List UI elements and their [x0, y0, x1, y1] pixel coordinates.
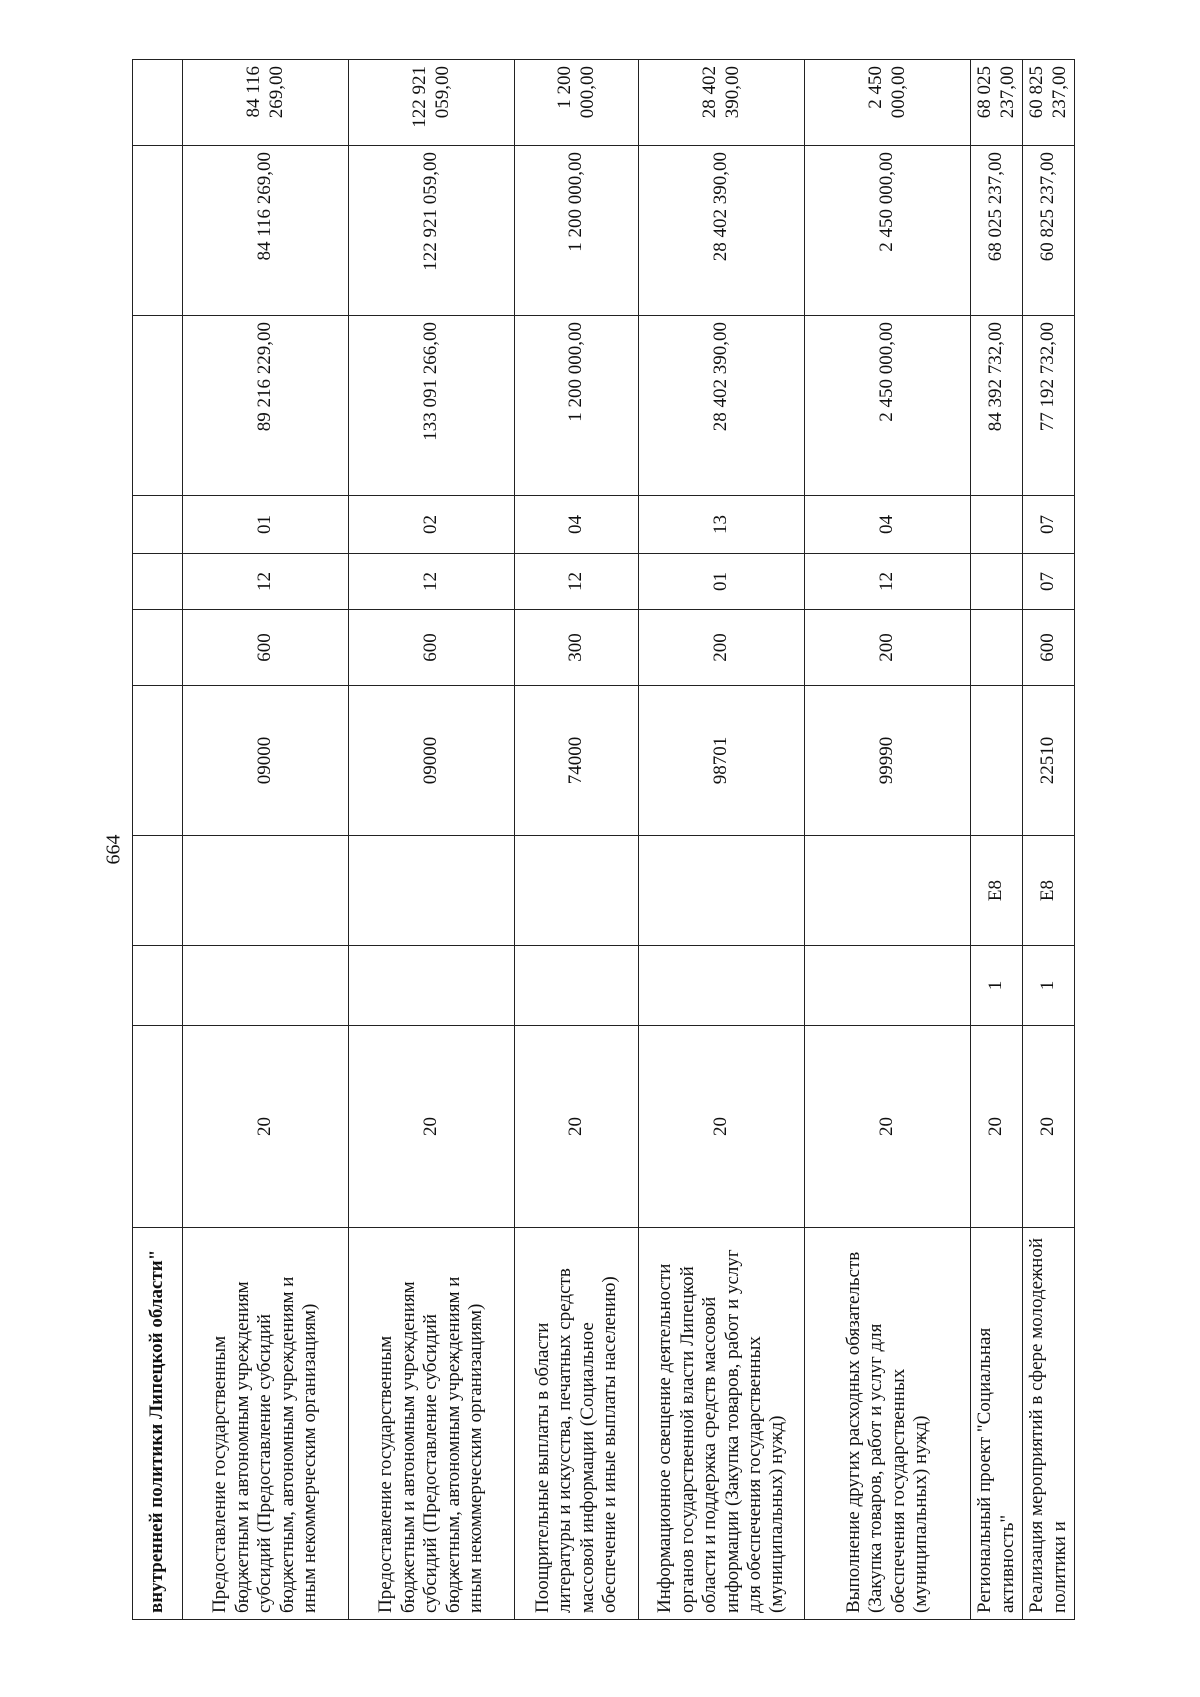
admin-code-cell: 20	[1023, 1026, 1075, 1228]
table-row	[1023, 60, 1075, 1620]
table-row	[515, 60, 639, 1620]
sum-year2-cell: 84 116 269,00	[183, 146, 349, 316]
table-row	[183, 60, 349, 1620]
subprogram-code-cell	[349, 836, 515, 946]
subprogram-code-cell	[805, 836, 971, 946]
subprogram-code-cell	[133, 836, 183, 946]
subsection-cell: 01	[183, 496, 349, 554]
program-code-cell: 1	[1023, 946, 1075, 1026]
target-code-cell: 09000	[183, 686, 349, 836]
row-name-cell: Предоставление государственным бюджетным и автономным учреждениям субсидий (Предоставление субсидий бюджетным, автономным учреждениям и иным некоммерческим организациям)	[183, 1228, 349, 1620]
program-code-cell	[183, 946, 349, 1026]
sum-year3-cell: 1 200 000,00	[515, 60, 639, 146]
sum-year1-cell: 89 216 229,00	[183, 316, 349, 496]
row-name-cell: Информационное освещение деятельности органов государственной власти Липецкой области и поддержка средств массовой информации (Закупка товаров, работ и услуг для обеспечения государственных (муниципальных) нужд)	[639, 1228, 805, 1620]
sum-year1-cell: 2 450 000,00	[805, 316, 971, 496]
subsection-cell	[971, 496, 1023, 554]
subprogram-code-cell	[183, 836, 349, 946]
row-name-cell: внутренней политики Липецкой области"	[133, 1228, 183, 1620]
sum-year2-cell: 122 921 059,00	[349, 146, 515, 316]
sum-year3-cell: 2 450 000,00	[805, 60, 971, 146]
expense-type-cell: 600	[1023, 610, 1075, 686]
page-number: 664	[102, 834, 125, 865]
subprogram-code-cell	[515, 836, 639, 946]
expense-type-cell	[133, 610, 183, 686]
expense-type-cell: 600	[183, 610, 349, 686]
program-code-cell	[515, 946, 639, 1026]
expense-type-cell: 300	[515, 610, 639, 686]
row-name-cell: Реализация мероприятий в сфере молодежной политики и	[1023, 1228, 1075, 1620]
admin-code-cell: 20	[515, 1026, 639, 1228]
row-name-cell: Выполнение других расходных обязательств (Закупка товаров, работ и услуг для обеспечения государственных (муниципальных) нужд)	[805, 1228, 971, 1620]
program-code-cell: 1	[971, 946, 1023, 1026]
admin-code-cell: 20	[639, 1026, 805, 1228]
sum-year3-cell: 122 921 059,00	[349, 60, 515, 146]
row-name-cell: Предоставление государственным бюджетным и автономным учреждениям субсидий (Предоставление субсидий бюджетным, автономным учреждениям и иным некоммерческим организациям)	[349, 1228, 515, 1620]
section-cell: 12	[805, 554, 971, 610]
program-code-cell	[805, 946, 971, 1026]
table-row	[971, 60, 1023, 1620]
target-code-cell: 98701	[639, 686, 805, 836]
section-cell: 12	[515, 554, 639, 610]
sum-year3-cell	[133, 60, 183, 146]
admin-code-cell: 20	[183, 1026, 349, 1228]
subprogram-code-cell	[639, 836, 805, 946]
admin-code-cell: 20	[805, 1026, 971, 1228]
section-cell: 12	[183, 554, 349, 610]
sum-year2-cell	[133, 146, 183, 316]
subsection-cell: 02	[349, 496, 515, 554]
sum-year2-cell: 28 402 390,00	[639, 146, 805, 316]
admin-code-cell	[133, 1026, 183, 1228]
sum-year3-cell: 68 025 237,00	[971, 60, 1023, 146]
expense-type-cell: 200	[639, 610, 805, 686]
section-cell: 01	[639, 554, 805, 610]
sum-year1-cell	[133, 316, 183, 496]
target-code-cell: 09000	[349, 686, 515, 836]
sum-year1-cell: 84 392 732,00	[971, 316, 1023, 496]
sum-year2-cell: 2 450 000,00	[805, 146, 971, 316]
sum-year2-cell: 1 200 000,00	[515, 146, 639, 316]
subprogram-code-cell: Е8	[971, 836, 1023, 946]
sum-year1-cell: 133 091 266,00	[349, 316, 515, 496]
expense-type-cell: 200	[805, 610, 971, 686]
sum-year2-cell: 60 825 237,00	[1023, 146, 1075, 316]
program-code-cell	[133, 946, 183, 1026]
sum-year2-cell: 68 025 237,00	[971, 146, 1023, 316]
subsection-cell	[133, 496, 183, 554]
row-name-cell: Региональный проект "Социальная активность"	[971, 1228, 1023, 1620]
section-cell	[971, 554, 1023, 610]
sum-year1-cell: 77 192 732,00	[1023, 316, 1075, 496]
target-code-cell: 74000	[515, 686, 639, 836]
table-row	[805, 60, 971, 1620]
table-row	[349, 60, 515, 1620]
section-cell	[133, 554, 183, 610]
sum-year3-cell: 60 825 237,00	[1023, 60, 1075, 146]
subsection-cell: 04	[805, 496, 971, 554]
admin-code-cell: 20	[349, 1026, 515, 1228]
section-cell: 07	[1023, 554, 1075, 610]
target-code-cell: 99990	[805, 686, 971, 836]
program-code-cell	[639, 946, 805, 1026]
section-cell: 12	[349, 554, 515, 610]
target-code-cell: 22510	[1023, 686, 1075, 836]
admin-code-cell: 20	[971, 1026, 1023, 1228]
subsection-cell: 13	[639, 496, 805, 554]
sum-year1-cell: 28 402 390,00	[639, 316, 805, 496]
subprogram-code-cell: Е8	[1023, 836, 1075, 946]
expense-type-cell	[971, 610, 1023, 686]
subsection-cell: 04	[515, 496, 639, 554]
budget-table-wrapper	[132, 60, 1110, 1620]
table-row	[133, 60, 183, 1620]
program-code-cell	[349, 946, 515, 1026]
target-code-cell	[133, 686, 183, 836]
sum-year3-cell: 84 116 269,00	[183, 60, 349, 146]
table-row	[639, 60, 805, 1620]
target-code-cell	[971, 686, 1023, 836]
sum-year1-cell: 1 200 000,00	[515, 316, 639, 496]
subsection-cell: 07	[1023, 496, 1075, 554]
row-name-cell: Поощрительные выплаты в области литературы и искусства, печатных средств массовой информации (Социальное обеспечение и иные выплаты населению)	[515, 1228, 639, 1620]
budget-table	[132, 59, 1075, 1620]
sum-year3-cell: 28 402 390,00	[639, 60, 805, 146]
expense-type-cell: 600	[349, 610, 515, 686]
